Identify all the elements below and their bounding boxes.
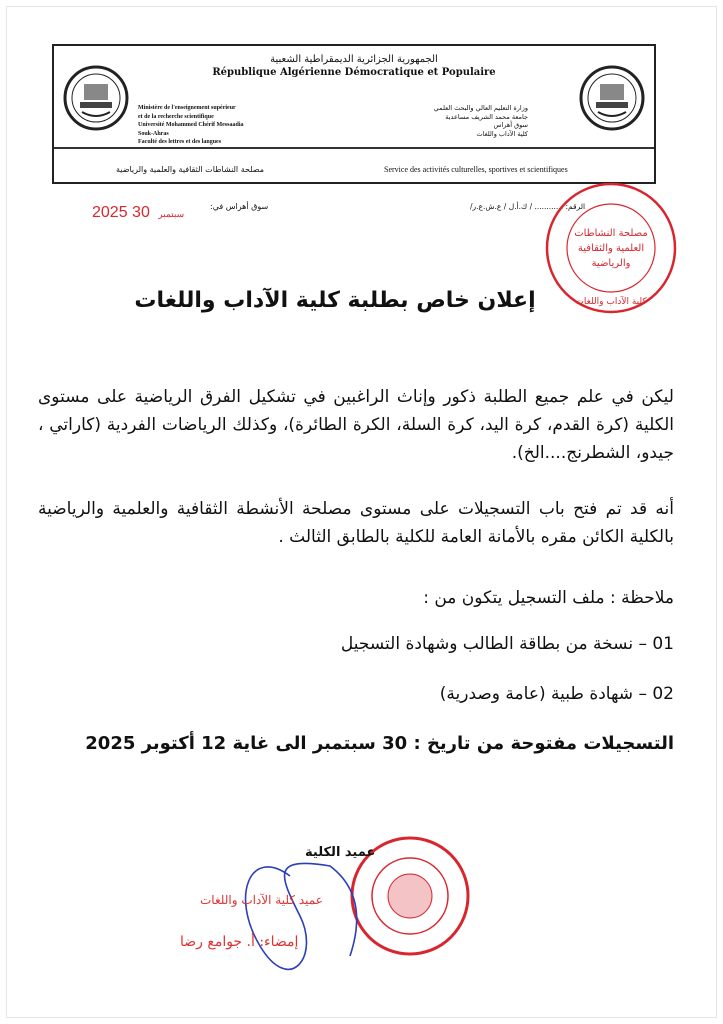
dean-stamp-text: عميد كلية الآداب واللغات [200, 893, 323, 907]
stamp-line: والرياضية [591, 258, 631, 269]
requirement-item: 02 – شهادة طبية (عامة وصدرية) [439, 684, 674, 704]
reference-number: الرقم: ............ / ك.أ.ل / ع.ش.ع.ر/ [470, 202, 586, 211]
ministry-fr-line: et de la recherche scientifique [138, 113, 214, 120]
ministry-french-block [138, 104, 243, 147]
stamp-line: مصلحة النشاطات [574, 228, 648, 239]
republic-arabic: الجمهورية الجزائرية الديمقراطية الشعبية [270, 54, 438, 65]
date-day: 30 [132, 204, 150, 221]
letterhead [52, 44, 656, 184]
service-arabic: مصلحة النشاطات الثقافية والعلمية والرياضية [116, 165, 265, 174]
file-note: ملاحظة : ملف التسجيل يتكون من : [423, 588, 674, 608]
ministry-fr-line: Ministère de l'enseignement supérieur [138, 105, 236, 111]
announcement-title: إعلان خاص بطلبة كلية الآداب واللغات [134, 288, 536, 313]
ministry-ar-line: جامعة محمد الشريف مساعدية [445, 112, 528, 121]
ministry-fr-line: Faculté des lettres et des langues [138, 139, 222, 145]
ministry-ar-line: كلية الآداب واللغات [476, 129, 528, 138]
registration-period: التسجيلات مفتوحة من تاريخ : 30 سبتمبر الى غاية 12 أكتوبر 2025 [85, 733, 674, 754]
ministry-arabic-block [434, 104, 528, 138]
ministry-ar-line: وزارة التعليم العالي والبحث العلمي [433, 104, 528, 112]
stamp-ring-text: كلية الآداب واللغات [575, 297, 647, 307]
university-logo-left [62, 64, 130, 132]
date-stamp [92, 204, 188, 222]
requirement-item: 01 – نسخة من بطاقة الطالب وشهادة التسجيل [340, 634, 674, 654]
republic-french: République Algérienne Démocratique et Populaire [212, 67, 496, 78]
ministry-ar-line: سوق أهراس [493, 121, 528, 129]
paragraph-registration-office: أنه قد تم فتح باب التسجيلات على مستوى مصلحة الأنشطة الثقافية والعلمية والرياضية بالكلية الكائن مقره بالأمانة العامة للكلية بالطابق الثالث . [38, 499, 674, 547]
university-logo-right [578, 64, 646, 132]
header-divider [54, 147, 654, 149]
ministry-fr-line: Souk-Ahras [138, 130, 169, 137]
place-date-label: سوق أهراس في: [210, 202, 269, 211]
service-french: Service des activités culturelles, sportives et scientifiques [384, 165, 568, 174]
date-year: 2025 [92, 204, 128, 221]
signatory-name: إمضاء: أ. جوامع رضا [180, 934, 299, 950]
dean-label: عميد الكلية [305, 845, 376, 860]
date-month: سبتمبر [158, 209, 185, 219]
paragraph-teams: ليكن في علم جميع الطلبة ذكور وإناث الراغبين في تشكيل الفرق الرياضية على مستوى الكلية (كرة القدم، كرة اليد، كرة السلة، الكرة الطائرة)، وكذلك الرياضات الفردية (كاراتي ، جيدو، الشطرنج....الخ). [38, 387, 674, 463]
stamp-line: العلمية والثقافية [577, 243, 645, 254]
ministry-fr-line: Université Mohammed Chérif Messaadia [138, 122, 244, 128]
